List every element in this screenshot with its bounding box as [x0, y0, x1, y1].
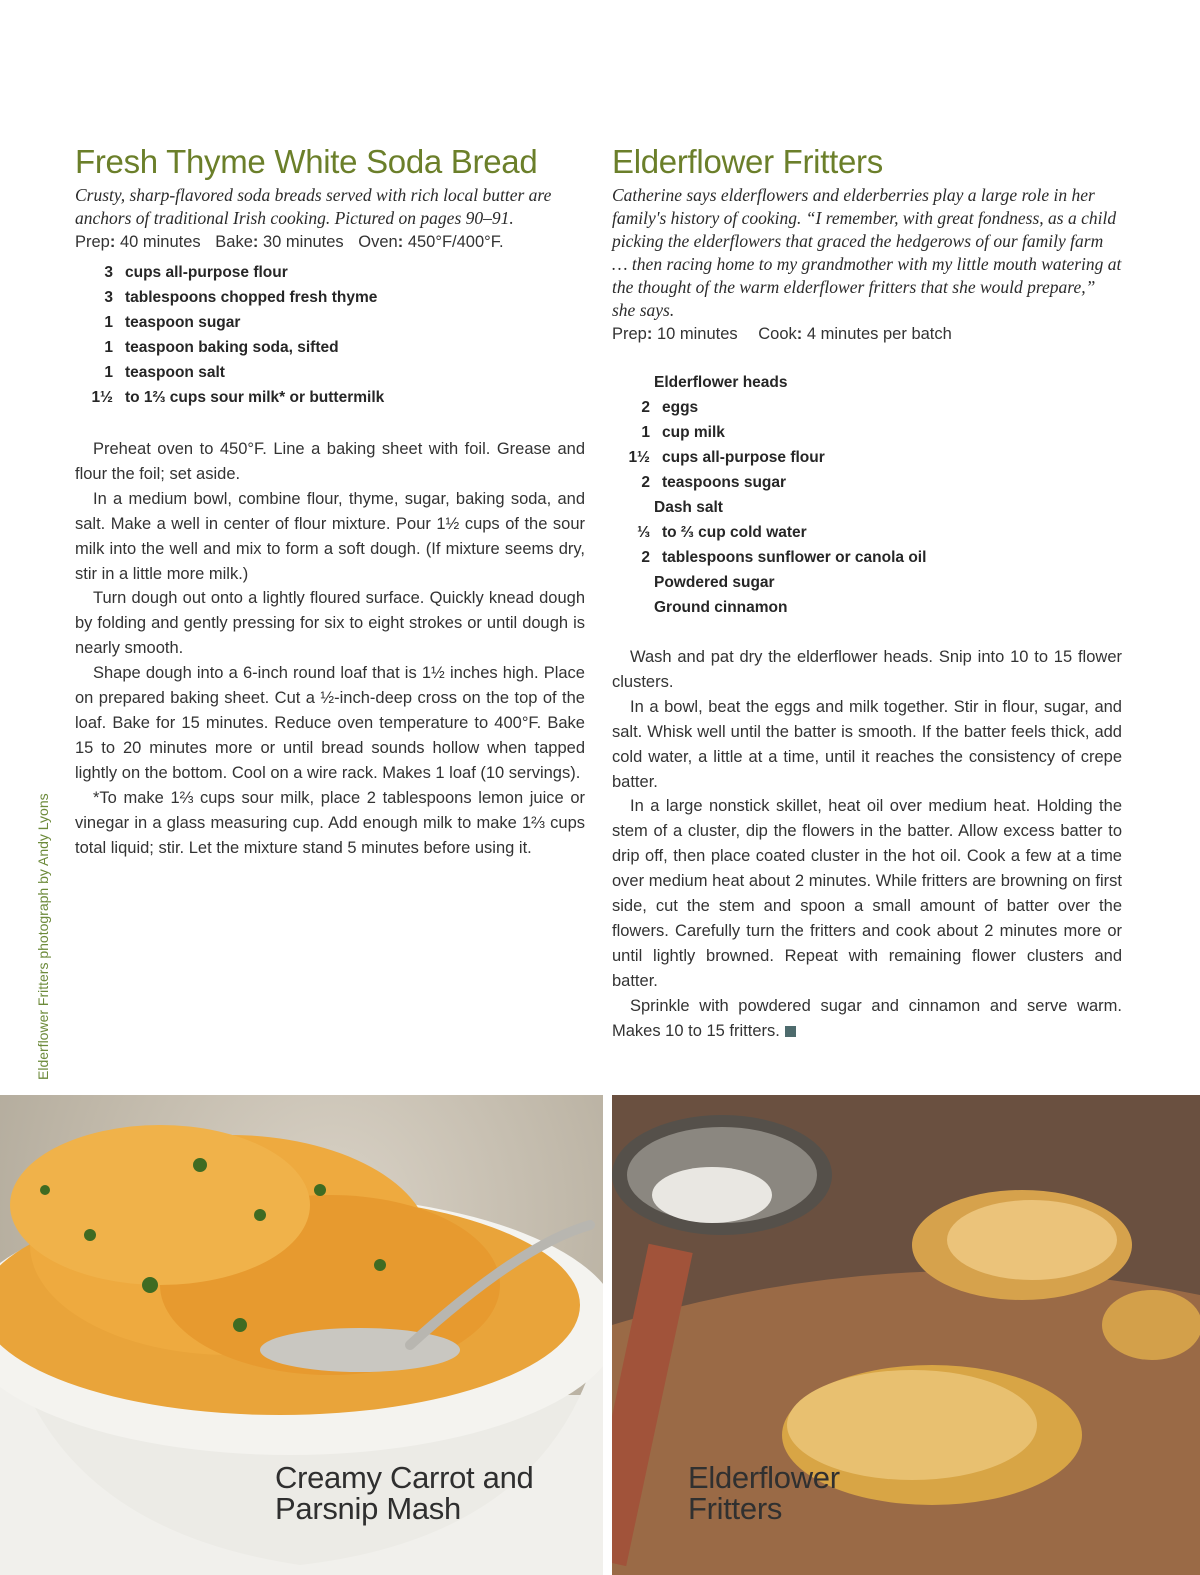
method-paragraph: *To make 1⅔ cups sour milk, place 2 tablespoons lemon juice or vinegar in a glass measuring cup. Add enough milk to make 1⅔ cups total liquid; stir. Let the mixture stand 5 minutes before using it.	[75, 788, 585, 857]
time-value: 4 minutes per batch	[806, 325, 952, 343]
ingredient-item: to ⅔ cup cold water	[662, 524, 807, 541]
ingredient-qty	[612, 495, 650, 520]
method-paragraph: Turn dough out onto a lightly floured surface. Quickly knead dough by folding and gently pressing for six to eight strokes or until dough is nearly smooth.	[75, 589, 585, 658]
ingredient	[612, 395, 1122, 420]
ingredient-qty: 2	[641, 399, 650, 416]
method-paragraph: Wash and pat dry the elderflower heads. Snip into 10 to 15 flower clusters.	[612, 648, 1122, 691]
method-text: Sprinkle with powdered sugar and cinnamon and serve warm. Makes 10 to 15 fritters.	[612, 996, 1122, 1040]
time-label: Prep	[612, 325, 647, 343]
time-value: 30 minutes	[262, 233, 344, 251]
ingredient-item: cup milk	[662, 424, 725, 441]
ingredient	[75, 285, 585, 310]
ingredient-qty	[612, 595, 650, 620]
elderflower-recipe	[612, 140, 1122, 1044]
ingredient-qty: 3	[104, 289, 113, 306]
ingredient-qty: 3	[104, 264, 113, 281]
recipe-times: Prep: 10 minutes Cook: 4 minutes per batch	[612, 325, 952, 343]
photo-caption-mash	[275, 1462, 534, 1524]
recipe-times: Prep: 40 minutes Bake: 30 minutes Oven: 450°F/400°F.	[75, 233, 504, 251]
method-paragraph	[612, 994, 1122, 1044]
ingredient	[75, 360, 585, 385]
ingredient-qty: 2	[641, 549, 650, 566]
ingredient-qty: 1½	[91, 389, 113, 406]
ingredient-item: cups all-purpose flour	[662, 449, 825, 466]
method-paragraph: Shape dough into a 6-inch round loaf that is 1½ inches high. Place on prepared baking sheet. Cut a ½-inch-deep cross on the top of the loaf. Bake for 15 minutes. Reduce oven temperature to 400°F. Bake 15 to 20 minutes more or until bread sounds hollow when tapped lightly on the bottom. Cool on a wire rack. Makes 1 loaf (10 servings).	[75, 664, 585, 782]
ingredient-item: cups all-purpose flour	[125, 264, 288, 281]
method-paragraph: In a medium bowl, combine flour, thyme, sugar, baking soda, and salt. Make a well in center of flour mixture. Pour 1½ cups of the sour milk into the well and mix to form a soft dough. (If mixture seems dry, stir in a little more milk.)	[75, 489, 585, 583]
recipe-title: Fresh Thyme White Soda Bread	[75, 143, 538, 180]
recipe-intro: Catherine says elderflowers and elderberries play a large role in her family's history of cooking. “I remember, with great fondness, as a child picking the elderflowers that graced the hedgerows of our family farm … then racing home to my grandmother with my little mouth watering at the thought of the warm elderflower fritters that she would prepare,” she says.	[612, 185, 1122, 320]
recipe-method	[612, 645, 1122, 1044]
time-label: Prep	[75, 233, 110, 251]
ingredient-item: Powdered sugar	[654, 574, 775, 591]
time-value: 40 minutes	[119, 233, 201, 251]
ingredient	[612, 595, 1122, 620]
caption-line: Elderflower	[688, 1460, 840, 1495]
method-paragraph: In a bowl, beat the eggs and milk together. Stir in flour, sugar, and salt. Whisk well until the batter is smooth. If the batter feels thick, add cold water, a little at a time, until it reaches the consistency of crepe batter.	[612, 697, 1122, 791]
recipe-method	[75, 437, 585, 860]
ingredient-qty: 2	[641, 474, 650, 491]
caption-line: Parsnip Mash	[275, 1491, 461, 1526]
ingredient-item: teaspoon sugar	[125, 314, 241, 331]
recipe-intro: Crusty, sharp-flavored soda breads served with rich local butter are anchors of traditional Irish cooking. Pictured on pages 90–91.	[75, 185, 552, 228]
method-paragraph: Preheat oven to 450°F. Line a baking sheet with foil. Grease and flour the foil; set aside.	[75, 440, 585, 483]
ingredient-qty: 1	[104, 314, 113, 331]
time-label: Oven	[358, 233, 398, 251]
photo-caption-fritters	[688, 1462, 840, 1524]
ingredient	[612, 495, 1122, 520]
ingredient-list	[612, 370, 1122, 620]
soda-bread-recipe	[75, 140, 585, 860]
ingredient-item: to 1⅔ cups sour milk* or buttermilk	[125, 389, 385, 406]
ingredient-item: Elderflower heads	[654, 374, 788, 391]
ingredient-qty: 1	[104, 339, 113, 356]
ingredient-item: teaspoon salt	[125, 364, 225, 381]
ingredient	[75, 385, 585, 410]
time-value: 450°F/400°F.	[407, 233, 504, 251]
time-label: Cook	[758, 325, 797, 343]
photo-credit: Elderflower Fritters photograph by Andy Lyons	[35, 793, 51, 1080]
caption-line: Fritters	[688, 1491, 783, 1526]
ingredient-item: tablespoons sunflower or canola oil	[662, 549, 927, 566]
ingredient-qty: 1	[104, 364, 113, 381]
time-label: Bake	[215, 233, 253, 251]
ingredient	[75, 335, 585, 360]
ingredient	[612, 545, 1122, 570]
caption-line: Creamy Carrot and	[275, 1460, 534, 1495]
ingredient	[612, 420, 1122, 445]
ingredient-item: Ground cinnamon	[654, 599, 788, 616]
ingredient	[612, 470, 1122, 495]
ingredient	[612, 445, 1122, 470]
ingredient	[612, 370, 1122, 395]
ingredient-qty: 1½	[628, 449, 650, 466]
ingredient-item: teaspoons sugar	[662, 474, 787, 491]
ingredient-item: Dash salt	[654, 499, 723, 516]
ingredient-item: eggs	[662, 399, 699, 416]
ingredient-qty: 1	[641, 424, 650, 441]
ingredient-item: teaspoon baking soda, sifted	[125, 339, 339, 356]
ingredient-item: tablespoons chopped fresh thyme	[125, 289, 378, 306]
time-value: 10 minutes	[656, 325, 738, 343]
end-mark-icon	[785, 1026, 796, 1037]
ingredient	[75, 310, 585, 335]
ingredient	[75, 260, 585, 285]
recipe-title: Elderflower Fritters	[612, 143, 883, 180]
ingredient-list	[75, 260, 585, 410]
ingredient-qty: ⅓	[637, 524, 650, 541]
ingredient	[612, 520, 1122, 545]
ingredient-qty	[612, 570, 650, 595]
method-paragraph: In a large nonstick skillet, heat oil over medium heat. Holding the stem of a cluster, dip the flowers in the batter. Allow excess batter to drip off, then place coated cluster in the hot oil. Cook a few at a time over medium heat about 2 minutes. While fritters are browning on first side, cut the stem and spoon a small amount of batter over the flowers. Carefully turn the fritters and cook about 2 minutes more or until lightly browned. Repeat with remaining flower clusters and batter.	[612, 797, 1122, 990]
ingredient-qty	[612, 370, 650, 395]
ingredient	[612, 570, 1122, 595]
